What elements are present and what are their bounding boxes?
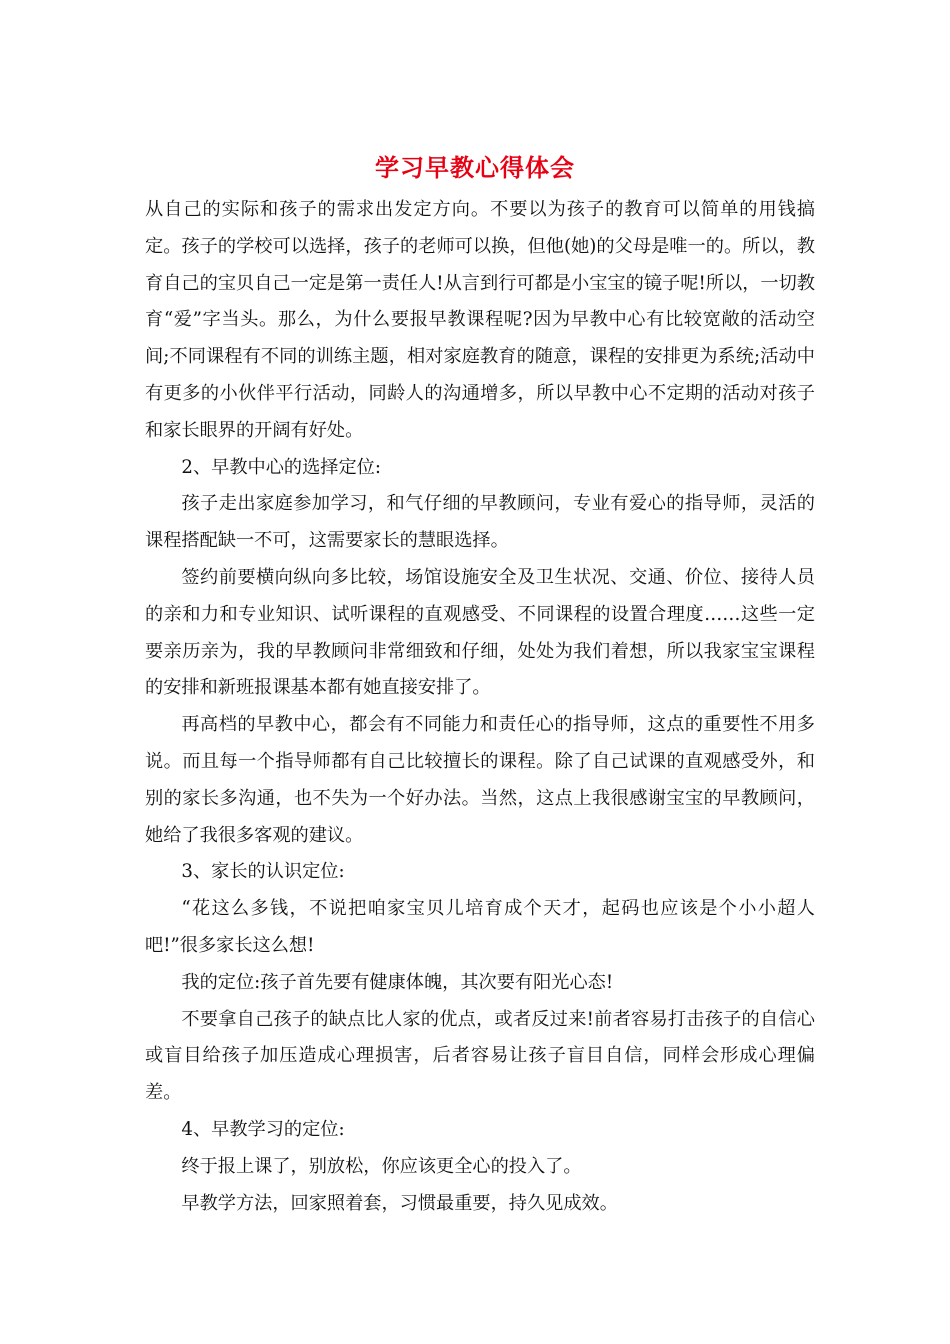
document-body (145, 192, 815, 1222)
paragraph: 再高档的早教中心，都会有不同能力和责任心的指导师，这点的重要性不用多说。而且每一个指导师都有自己比较擅长的课程。除了自己试课的直观感受外，和别的家长多沟通，也不失为一个好办法。当然，这点上我很感谢宝宝的早教顾问，她给了我很多客观的建议。 (145, 714, 815, 846)
section-heading-4: 4、早教学习的定位: (181, 1118, 345, 1140)
section-heading-3: 3、家长的认识定位: (181, 861, 345, 883)
paragraph-intro: 从自己的实际和孩子的需求出发定方向。不要以为孩子的教育可以简单的用钱搞定。孩子的学校可以选择，孩子的老师可以换，但他(她)的父母是唯一的。所以，教育自己的宝贝自己一定是第一责任人!从言到行可都是小宝宝的镜子呢!所以，一切教育“爱”字当头。那么，为什么要报早教课程呢?因为早教中心有比较宽敞的活动空间;不同课程有不同的训练主题，相对家庭教育的随意，课程的安排更为系统;活动中有更多的小伙伴平行活动，同龄人的沟通增多，所以早教中心不定期的活动对孩子和家长眼界的开阔有好处。 (145, 199, 815, 441)
section-heading-2: 2、早教中心的选择定位: (181, 456, 381, 478)
document-title: 学习早教心得体会 (375, 153, 575, 182)
paragraph: 孩子走出家庭参加学习，和气仔细的早教顾问，专业有爱心的指导师，灵活的课程搭配缺一不可，这需要家长的慧眼选择。 (145, 493, 815, 552)
paragraph: “花这么多钱，不说把咱家宝贝儿培育成个天才，起码也应该是个小小超人吧!”很多家长这么想! (145, 898, 815, 956)
paragraph: 签约前要横向纵向多比较，场馆设施安全及卫生状况、交通、价位、接待人员的亲和力和专业知识、试听课程的直观感受、不同课程的设置合理度……这些一定要亲历亲为，我的早教顾问非常细致和仔细，处处为我们着想，所以我家宝宝课程的安排和新班报课基本都有她直接安排了。 (145, 566, 815, 699)
paragraph: 终于报上课了，别放松，你应该更全心的投入了。 (181, 1155, 582, 1177)
paragraph: 我的定位:孩子首先要有健康体魄，其次要有阳光心态! (181, 971, 614, 993)
paragraph: 早教学方法，回家照着套，习惯最重要，持久见成效。 (181, 1192, 618, 1214)
paragraph: 不要拿自己孩子的缺点比人家的优点，或者反过来!前者容易打击孩子的自信心或盲目给孩子加压造成心理损害，后者容易让孩子盲目自信，同样会形成心理偏差。 (145, 1008, 815, 1104)
